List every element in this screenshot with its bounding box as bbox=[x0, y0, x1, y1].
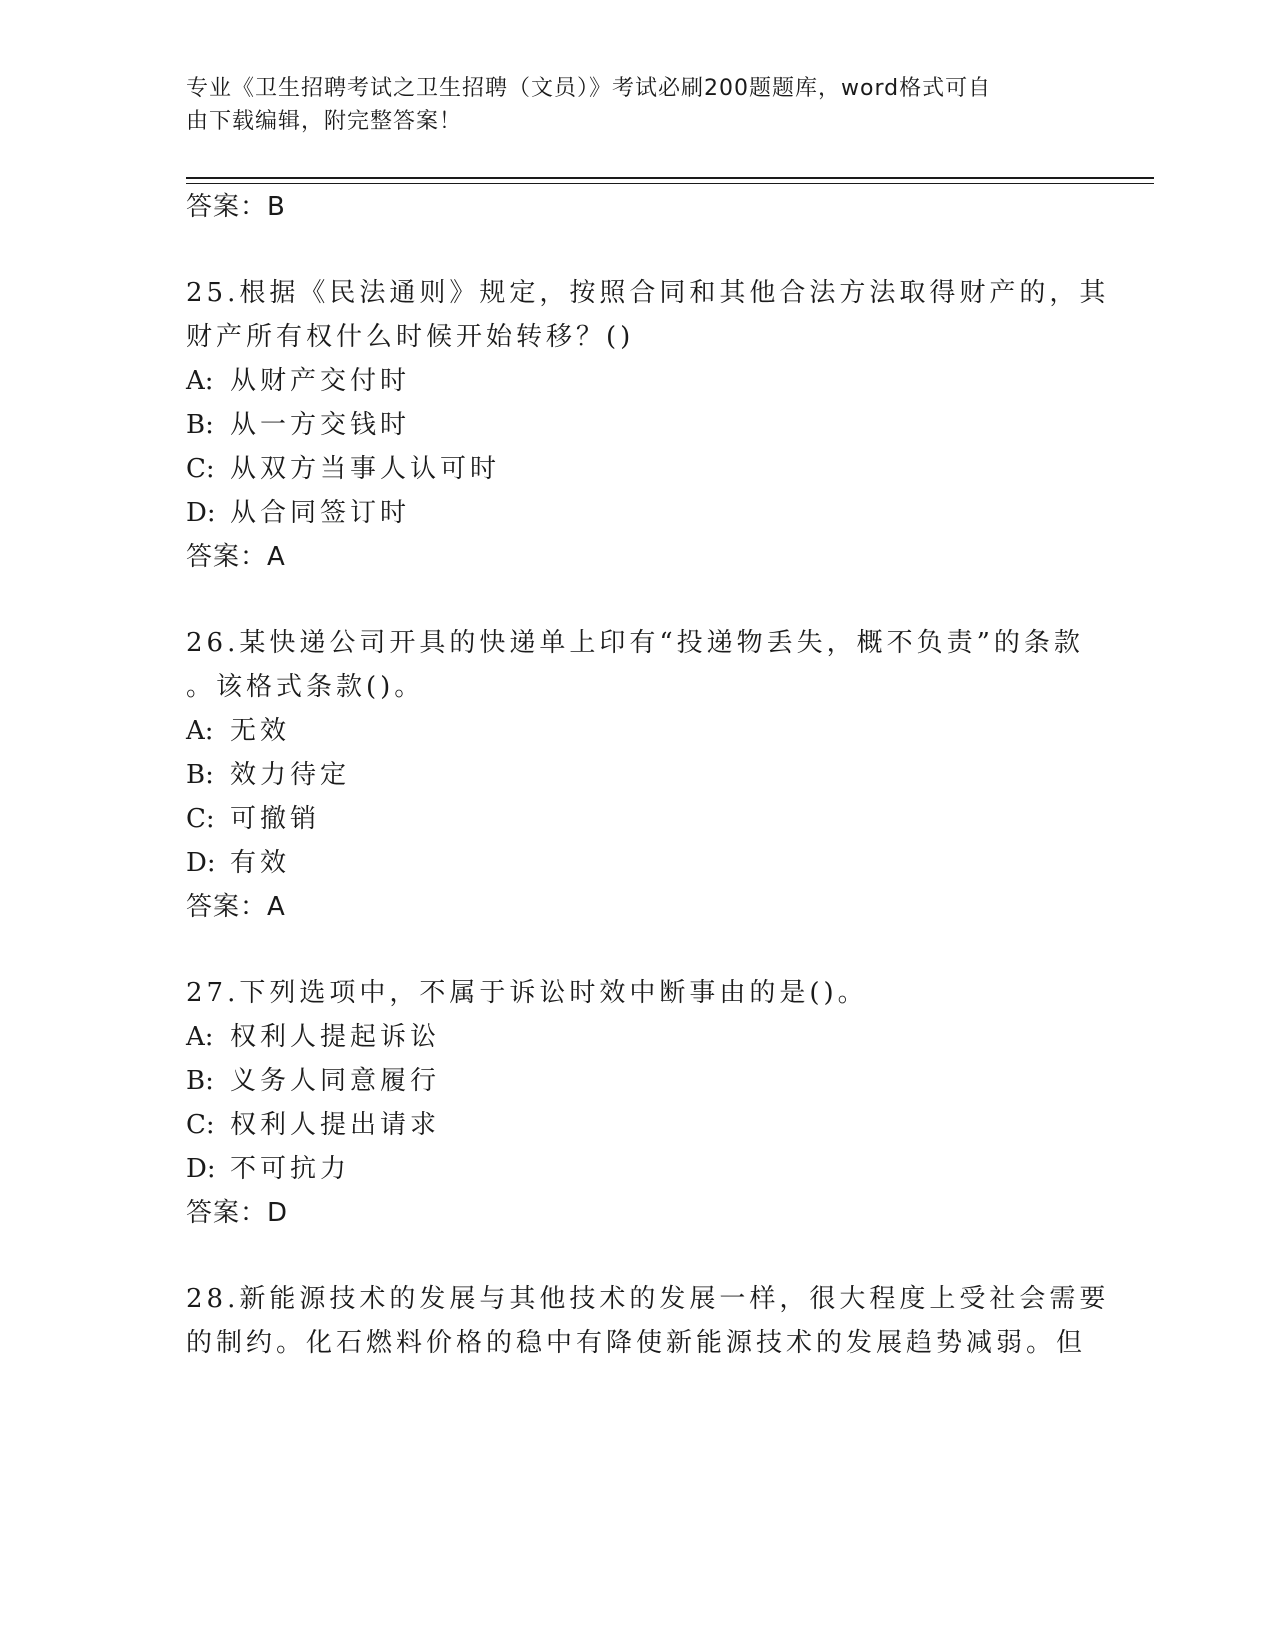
option-text: 不可抗力 bbox=[230, 1154, 351, 1184]
option-key: B: bbox=[186, 410, 214, 440]
question-25-answer: 答案：A bbox=[186, 542, 286, 572]
header-rule-thick bbox=[186, 177, 1154, 179]
header-line-1: 专业《卫生招聘考试之卫生招聘（文员）》考试必刷200题题库，word格式可自 bbox=[186, 76, 992, 101]
question-26-line-1: 26.某快递公司开具的快递单上印有“投递物丢失，概不负责”的条款 bbox=[186, 628, 1084, 658]
question-27-option-a bbox=[186, 1016, 440, 1053]
question-28-line-1: 28.新能源技术的发展与其他技术的发展一样，很大程度上受社会需要 bbox=[186, 1284, 1110, 1314]
question-27-option-d bbox=[186, 1148, 350, 1185]
header-rule-thin bbox=[186, 183, 1154, 184]
option-key: D: bbox=[186, 1154, 216, 1184]
option-key: C: bbox=[186, 1110, 215, 1140]
option-key: A: bbox=[186, 1022, 214, 1052]
question-26-line-2: 。该格式条款()。 bbox=[186, 672, 425, 702]
question-25-option-d bbox=[186, 492, 410, 529]
question-25-option-c bbox=[186, 448, 500, 485]
question-26-option-c bbox=[186, 798, 320, 835]
question-27-answer: 答案：D bbox=[186, 1198, 289, 1228]
option-text: 有效 bbox=[230, 848, 291, 878]
question-27-line-1: 27.下列选项中，不属于诉讼时效中断事由的是()。 bbox=[186, 978, 868, 1008]
option-text: 义务人同意履行 bbox=[230, 1066, 441, 1096]
question-25-option-a bbox=[186, 360, 410, 397]
option-text: 从合同签订时 bbox=[230, 498, 411, 528]
question-25-line-2: 财产所有权什么时候开始转移？() bbox=[186, 322, 635, 352]
option-text: 可撤销 bbox=[230, 804, 321, 834]
option-text: 从财产交付时 bbox=[230, 366, 411, 396]
option-key: D: bbox=[186, 498, 216, 528]
option-key: A: bbox=[186, 366, 214, 396]
question-27-option-b bbox=[186, 1060, 440, 1097]
question-26-option-d bbox=[186, 842, 290, 879]
question-26-option-a bbox=[186, 710, 290, 747]
option-key: C: bbox=[186, 454, 215, 484]
document-header bbox=[186, 72, 1066, 138]
option-text: 从一方交钱时 bbox=[230, 410, 411, 440]
option-text: 从双方当事人认可时 bbox=[230, 454, 501, 484]
option-key: D: bbox=[186, 848, 216, 878]
option-text: 权利人提出请求 bbox=[230, 1110, 441, 1140]
option-key: A: bbox=[186, 716, 214, 746]
option-key: C: bbox=[186, 804, 215, 834]
option-text: 无效 bbox=[230, 716, 291, 746]
header-line-2: 由下载编辑，附完整答案！ bbox=[186, 109, 463, 134]
question-27-option-c bbox=[186, 1104, 440, 1141]
question-26-option-b bbox=[186, 754, 350, 791]
option-text: 效力待定 bbox=[230, 760, 351, 790]
question-28-line-2: 的制约。化石燃料价格的稳中有降使新能源技术的发展趋势减弱。但 bbox=[186, 1328, 1087, 1358]
previous-answer: 答案：B bbox=[186, 192, 286, 222]
question-25-line-1: 25.根据《民法通则》规定，按照合同和其他合法方法取得财产的，其 bbox=[186, 278, 1110, 308]
option-text: 权利人提起诉讼 bbox=[230, 1022, 441, 1052]
option-key: B: bbox=[186, 760, 214, 790]
question-25-option-b bbox=[186, 404, 410, 441]
option-key: B: bbox=[186, 1066, 214, 1096]
question-26-answer: 答案：A bbox=[186, 892, 286, 922]
